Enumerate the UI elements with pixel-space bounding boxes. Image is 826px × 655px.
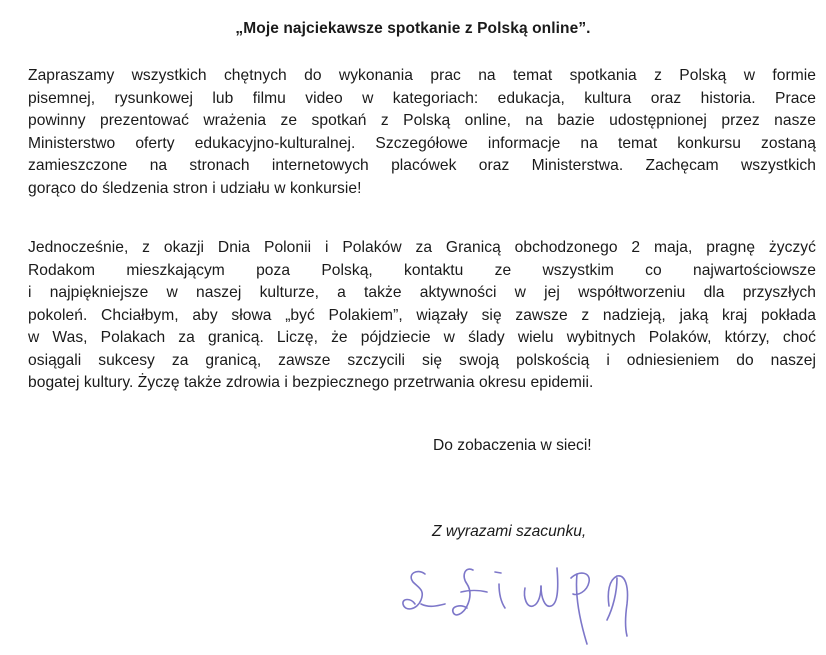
signature-stroke — [524, 586, 541, 606]
signature-stroke — [461, 591, 487, 593]
paragraph-greetings — [28, 237, 816, 395]
paragraph-line: Rodakom mieszkającym poza Polską, kontaktu ze wszystkim co najwartościowsze — [28, 261, 816, 279]
paragraph-line: osiągali sukcesy za granicą, zawsze szczycili się swoją polskością i odniesieniem do naszej — [28, 351, 816, 369]
signature-stroke — [421, 604, 445, 606]
signature-stroke — [576, 574, 587, 644]
paragraph-line: powinny prezentować wrażenia ze spotkań z Polską online, na bazie udostępnionej przez nasze — [28, 112, 816, 129]
paragraph-line: pokoleń. Chciałbym, aby słowa „być Polakiem”, wiązały się zawsze z nadzieją, jaką kraj pokłada — [28, 306, 816, 324]
signature-stroke — [495, 572, 501, 573]
letter-title: „Moje najciekawsze spotkanie z Polską online”. — [235, 20, 591, 37]
paragraph-invitation — [28, 65, 816, 200]
paragraph-line: Jednocześnie, z okazji Dnia Polonii i Polaków za Granicą obchodzonego 2 maja, pragnę życzyć — [28, 239, 816, 256]
signature-stroke — [608, 576, 627, 636]
paragraph-line: zamieszczone na stronach internetowych placówek oraz Ministerstwa. Zachęcam wszystkich — [28, 157, 816, 174]
signature-stroke — [499, 584, 505, 608]
paragraph-line: Zapraszamy wszystkich chętnych do wykonania prac na temat spotkania z Polską w formie — [28, 67, 816, 84]
paragraph-line: bogatej kultury. Życzę także zdrowia i bezpiecznego przetrwania okresu epidemii. — [28, 374, 594, 391]
closing-line: Do zobaczenia w sieci! — [433, 437, 592, 454]
paragraph-line: w Was, Polakach za granicą. Liczę, że pójdziecie w ślady wielu wybitnych Polaków, którzy, choć — [28, 329, 816, 346]
handwritten-signature — [395, 548, 655, 655]
paragraph-line: gorąco do śledzenia stron i udziału w konkursie! — [28, 179, 362, 197]
regards-line: Z wyrazami szacunku, — [432, 523, 587, 540]
paragraph-line: pisemnej, rysunkowej lub filmu video w kategoriach: edukacja, kultura oraz historia. Prace — [28, 89, 816, 107]
signature-stroke — [403, 572, 425, 609]
signature-stroke — [541, 568, 558, 606]
paragraph-line: i najpiękniejsze w naszej kulturze, a także aktywności w jej współtworzeniu dla przyszłych — [28, 284, 816, 301]
signature-stroke — [571, 573, 589, 594]
paragraph-line: Ministerstwo oferty edukacyjno-kulturalnej. Szczegółowe informacje na temat konkursu zostaną — [28, 134, 816, 152]
